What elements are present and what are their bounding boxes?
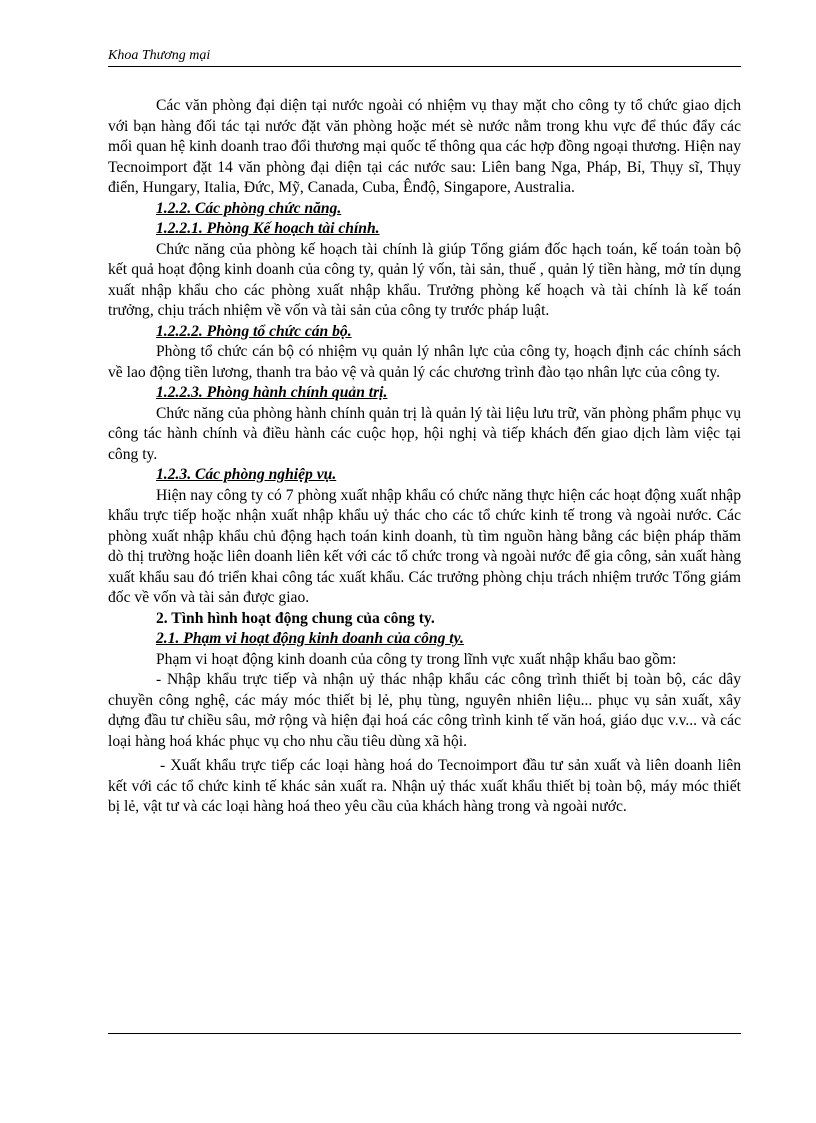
bullet-export: - Xuất khẩu trực tiếp các loại hàng hoá do Tecnoimport đầu tư sản xuất và liên doanh liên kết với các tổ chức kinh tế khác sản xuất ra. Nhận uỷ thác xuất khẩu thiết bị toàn bộ, máy móc thiết bị lẻ, vật tư và các loại hàng hoá theo yêu cầu của khách hàng trong và ngoài nước. — [108, 757, 741, 815]
paragraph-personnel: Phòng tổ chức cán bộ có nhiệm vụ quản lý nhân lực của công ty, hoạch định các chính sách về lao động tiền lương, thanh tra bảo vệ và quản lý các chương trình đào tạo nhân lực của công ty. — [108, 343, 741, 381]
paragraph-business-scope: Phạm vi hoạt động kinh doanh của công ty trong lĩnh vực xuất nhập khẩu bao gồm: — [156, 650, 677, 668]
page-header — [108, 46, 741, 67]
paragraph-planning-finance: Chức năng của phòng kế hoạch tài chính là giúp Tổng giám đốc hạch toán, kế toán toàn bộ kết quả hoạt động kinh doanh của công ty, quản lý vốn, tài sản, thuế , quản lý tiền hàng, mở tín dụng xuất nhập khẩu cho các phòng xuất nhập khẩu. Trưởng phòng kế hoạch và tài chính là kế toán trưởng, chịu trách nhiệm về vốn và tài sản của công ty trước pháp luật. — [108, 240, 741, 319]
heading-functional-departments: 1.2.2. Các phòng chức năng. — [156, 199, 342, 217]
paragraph-business-departments: Hiện nay công ty có 7 phòng xuất nhập khẩu có chức năng thực hiện các hoạt động xuất nhập khẩu trực tiếp hoặc nhận xuất nhập khẩu uỷ thác cho các tổ chức kinh tế trong và ngoài nước. Các phòng xuất nhập khẩu chủ động hạch toán kinh doanh, tù tìm nguồn hàng bằng các biện pháp thăm dò thị trường hoặc liên doanh liên kết với các tổ chức trong và ngoài nước để gia công, sản xuất hàng xuất khẩu sau đó triển khai công tác xuất khẩu. Các trưởng phòng chịu trách nhiệm trước Tổng giám đốc về vốn và tài sản được giao. — [108, 486, 741, 606]
page-footer-rule — [108, 1033, 741, 1034]
bullet-import: - Nhập khẩu trực tiếp và nhận uỷ thác nhập khẩu các công trình thiết bị toàn bộ, các dây chuyền công nghệ, các máy móc thiết bị lẻ, phụ tùng, nguyên nhiên liệu... phục vụ sản xuất, xây dựng đầu tư chiều sâu, mở rộng và hiện đại hoá các công trình kinh tế văn hoá, giáo dục v.v... và các loại hàng hoá khác phục vụ cho nhu cầu tiêu dùng xã hội. — [108, 671, 741, 750]
paragraph-administration: Chức năng của phòng hành chính quản trị là quản lý tài liệu lưu trữ, văn phòng phẩm phục vụ công tác hành chính và điều hành các cuộc họp, hội nghị và tiếp khách đến giao dịch làm việc tại công ty. — [108, 404, 741, 463]
heading-administration: 1.2.2.3. Phòng hành chính quản trị. — [156, 384, 388, 401]
header-title: Khoa Thương mại — [108, 48, 211, 63]
heading-general-situation: 2. Tình hình hoạt động chung của công ty. — [156, 609, 435, 627]
document-body — [108, 96, 741, 818]
heading-business-departments: 1.2.3. Các phòng nghiệp vụ. — [156, 466, 337, 483]
heading-business-scope: 2.1. Phạm vi hoạt động kinh doanh của công ty. — [156, 630, 464, 647]
paragraph-representative-offices: Các văn phòng đại diện tại nước ngoài có nhiệm vụ thay mặt cho công ty tổ chức giao dịch với bạn hàng đối tác tại nước đặt văn phòng hoặc mét sè nước nằm trong khu vực để thúc đẩy các mối quan hệ kinh doanh trao đổi thương mại quốc tế thông qua các hợp đồng ngoại thương. Hiện nay Tecnoimport đặt 14 văn phòng đại diện tại các nước sau: Liên bang Nga, Pháp, Bỉ, Thụy sĩ, Thụy điển, Hungary, Italia, Đức, Mỹ, Canada, Cuba, Ênđộ, Singapore, Australia. — [108, 97, 741, 196]
heading-planning-finance: 1.2.2.1. Phòng Kế hoạch tài chính. — [156, 220, 380, 237]
heading-personnel: 1.2.2.2. Phòng tổ chức cán bộ. — [156, 322, 352, 340]
